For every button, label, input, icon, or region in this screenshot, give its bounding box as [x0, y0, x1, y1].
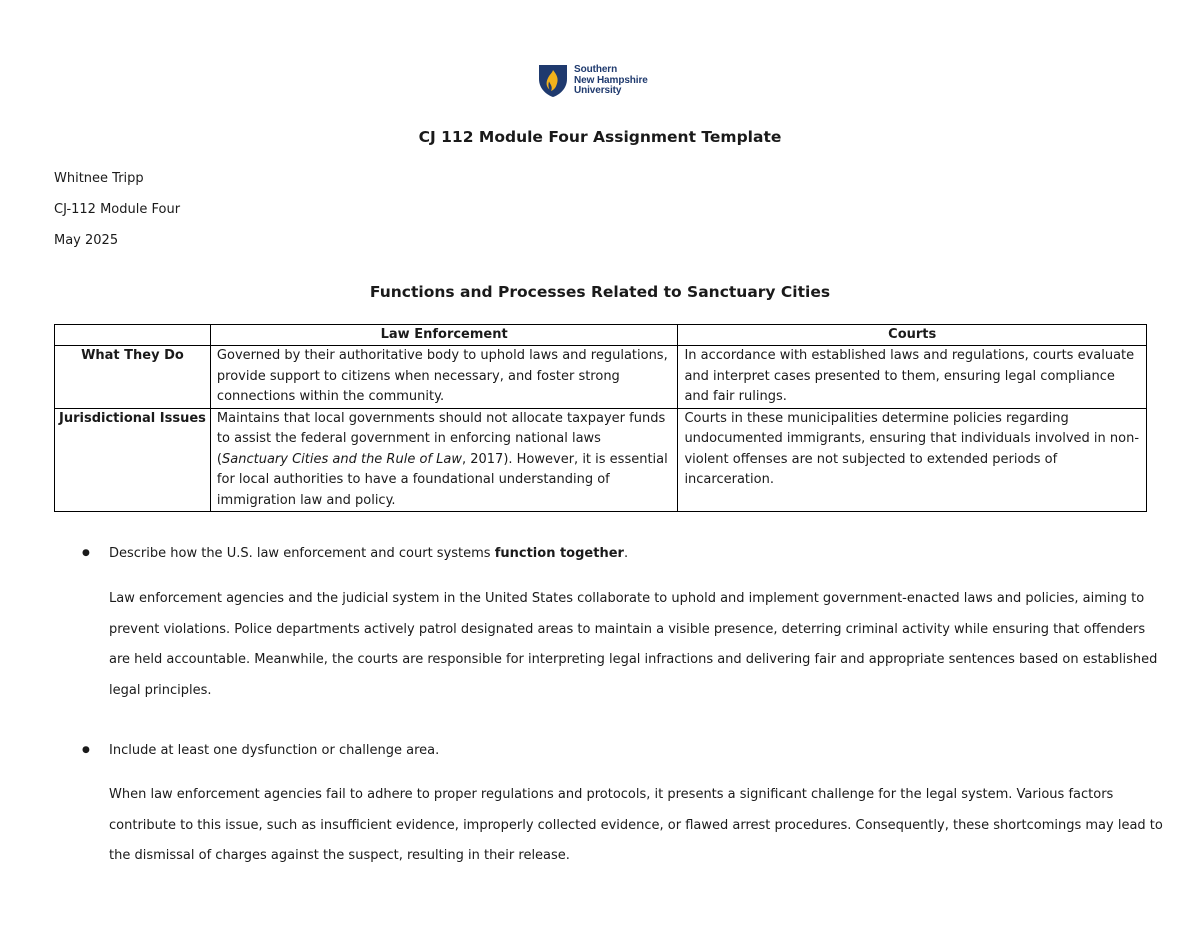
bullet-icon: ●: [82, 745, 90, 755]
bullet-icon: ●: [82, 548, 90, 558]
logo-line: Southern: [574, 64, 618, 76]
author-name: Whitnee Tripp: [54, 171, 144, 186]
document-title: CJ 112 Module Four Assignment Template: [418, 128, 782, 146]
table-header-courts: Courts: [678, 325, 1147, 346]
course-name: CJ-112 Module Four: [54, 202, 181, 217]
table-header-empty: [55, 325, 211, 346]
row-label-what-they-do: What They Do: [55, 346, 211, 409]
table-title: Functions and Processes Related to Sanctuary Cities: [369, 283, 831, 301]
table-header-row: [55, 325, 1147, 346]
cell-law-enforcement: Governed by their authoritative body to uphold laws and regulations, provide support to citizens when necessary, and foster strong connections within the community.: [210, 346, 678, 409]
prompt-text: Describe how the U.S. law enforcement and court systems: [109, 546, 495, 561]
logo-line: University: [574, 85, 622, 97]
cell-law-enforcement: [210, 408, 678, 512]
table-row: [55, 408, 1147, 512]
prompt-emphasis: function together: [494, 546, 624, 561]
citation-title: Sanctuary Cities and the Rule of Law: [222, 451, 462, 467]
sanctuary-cities-table: [54, 324, 1147, 512]
logo-wordmark: [574, 65, 648, 97]
answer-paragraph: When law enforcement agencies fail to adhere to proper regulations and protocols, it presents a significant challenge for the legal system. Various factors contribute to this issue, such as insufficient evidence, improperly collected evidence, or flawed arrest procedures. Consequently, these shortcomings may lead to the dismissal of charges against the suspect, resulting in their release.: [109, 787, 1163, 863]
cell-courts: Courts in these municipalities determine policies regarding undocumented immigrants, ensuring that individuals involved in non-violent offenses are not subjected to extended periods of incarceration.: [678, 408, 1147, 512]
table-row: [55, 346, 1147, 409]
row-label-jurisdictional-issues: Jurisdictional Issues: [55, 408, 211, 512]
table-header-law-enforcement: Law Enforcement: [210, 325, 678, 346]
university-logo: [538, 64, 648, 98]
cell-text: Maintains that local governments should not allocate taxpayer funds to assist the federal government in enforcing national laws (: [216, 410, 666, 467]
cell-text: , 2017). However, it is essential for local authorities to have a foundational understanding of immigration law and policy.: [216, 451, 668, 508]
answer-paragraph: Law enforcement agencies and the judicial system in the United States collaborate to uphold and implement government-enacted laws and policies, aiming to prevent violations. Police departments actively patrol designated areas to maintain a visible presence, deterring criminal activity while ensuring that offenders are held accountable. Meanwhile, the courts are responsible for interpreting legal infractions and delivering fair and appropriate sentences based on established legal principles.: [109, 591, 1158, 698]
prompt-text: .: [623, 546, 629, 561]
bullet-prompt-dysfunction: [82, 743, 439, 758]
prompt-text: Include at least one dysfunction or challenge area.: [109, 743, 440, 758]
cell-courts: In accordance with established laws and regulations, courts evaluate and interpret cases presented to them, ensuring legal compliance and fair rulings.: [678, 346, 1147, 409]
bullet-prompt-function-together: [82, 546, 628, 561]
logo-line: New Hampshire: [574, 74, 648, 86]
document-date: May 2025: [54, 233, 119, 248]
shield-flame-icon: [538, 64, 568, 98]
